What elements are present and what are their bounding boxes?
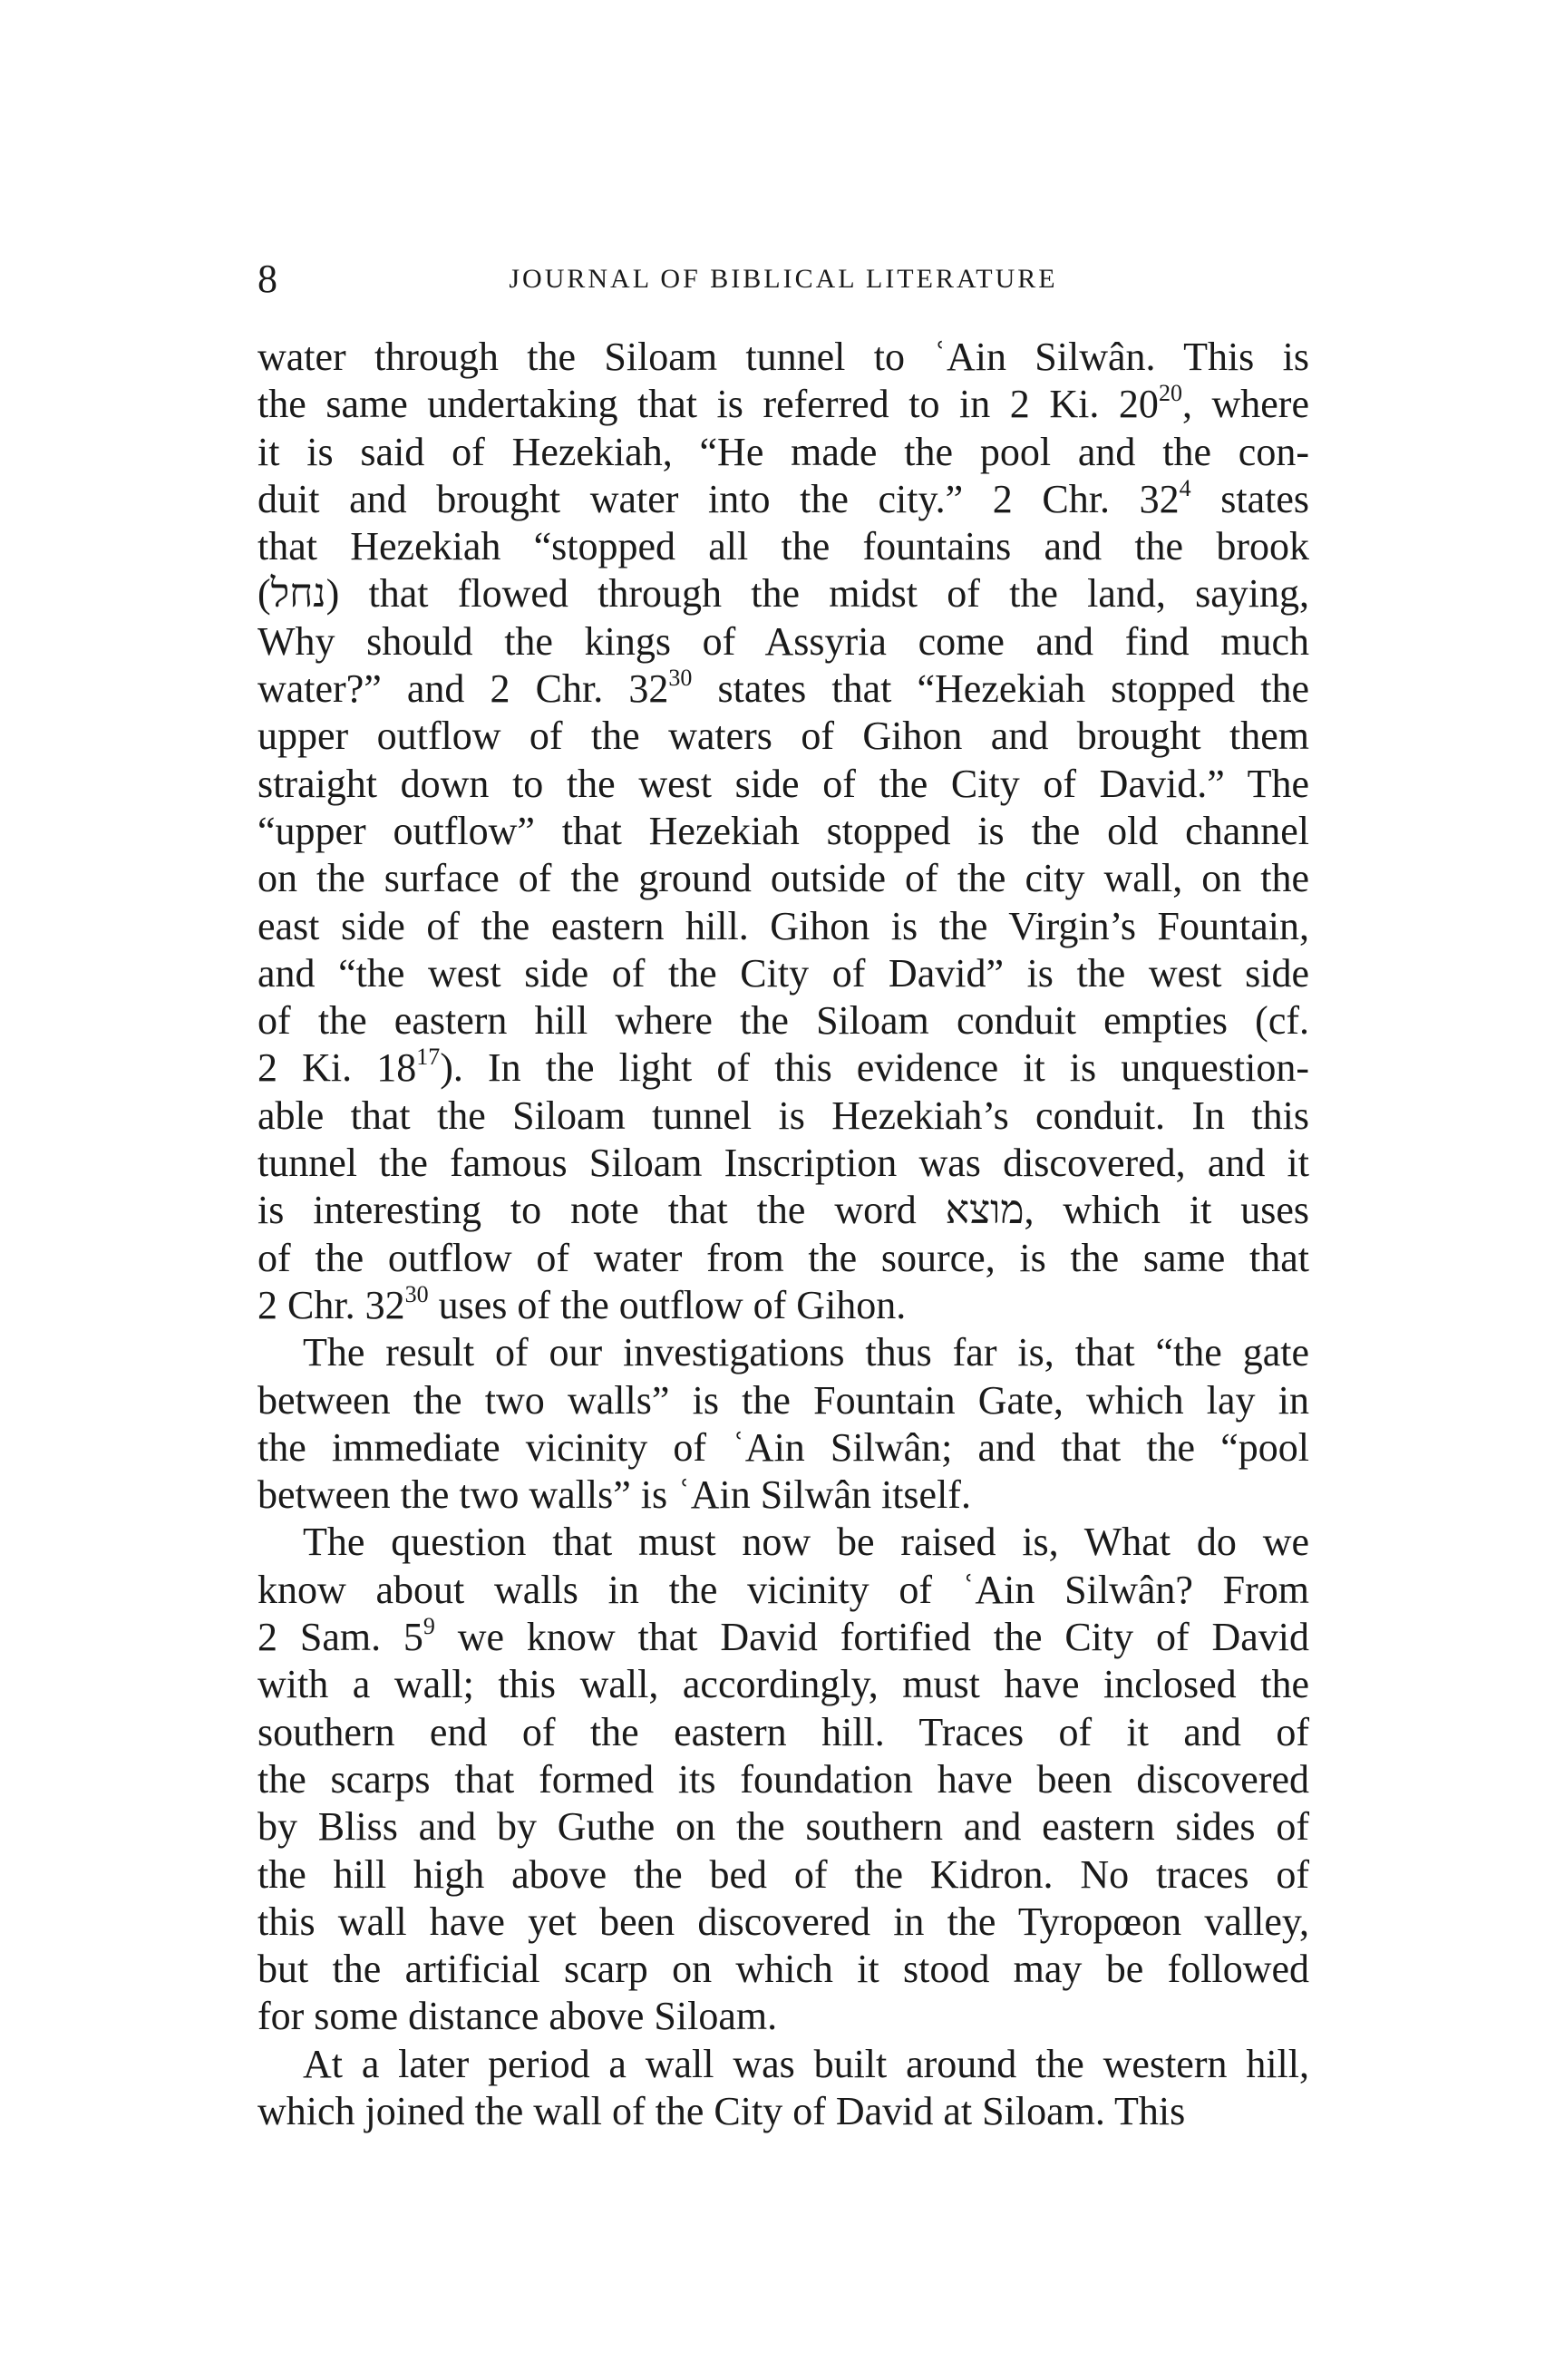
- text-line: able that the Siloam tunnel is Hezekiah’s conduit. In this: [257, 1093, 1309, 1138]
- text-line: straight down to the west side of the City of David.” The: [257, 761, 1309, 806]
- text-line: “upper outflow” that Hezekiah stopped is the old channel: [257, 808, 1309, 853]
- verse-superscript: 30: [404, 1280, 429, 1307]
- text-line: it is said of Hezekiah, “He made the pool and the con-: [257, 429, 1309, 474]
- text-line: is interesting to note that the word מוצא, which it uses: [257, 1188, 1309, 1233]
- paragraph: [257, 2041, 1309, 2136]
- text-line: the same undertaking that is referred to in 2 Ki. $20^{20}$, where: [257, 380, 1309, 427]
- text-line: 2 Sam. $5^9$ we know that David fortified the City of David: [257, 1613, 1309, 1660]
- text-line: the scarps that formed its foundation have been discovered: [257, 1756, 1309, 1802]
- text-line: of the eastern hill where the Siloam conduit empties (cf.: [257, 998, 1309, 1044]
- text-line: duit and brought water into the city.” 2 Chr. $32^4$ states: [257, 474, 1309, 521]
- text-line: At a later period a wall was built around the western hill,: [303, 2041, 1309, 2086]
- text-line: water through the Siloam tunnel to ʿAin Silwân. This is: [257, 335, 1309, 379]
- text-line: on the surface of the ground outside of the city wall, on the: [257, 856, 1309, 901]
- paragraph: [257, 1329, 1309, 1519]
- body-text: [257, 334, 1309, 2135]
- text-line: for some distance above Siloam.: [257, 1994, 778, 2039]
- text-line: southern end of the eastern hill. Traces of it and of: [257, 1709, 1309, 1754]
- text-line: (נחל) that flowed through the midst of the land, saying,: [257, 571, 1309, 617]
- text-line: 2 Ki. $18^{17}$). In the light of this evidence it is unquestion-: [257, 1044, 1310, 1091]
- text-line: between the two walls” is ʿAin Silwân itself.: [257, 1472, 971, 1518]
- text-line: upper outflow of the waters of Gihon and brought them: [257, 714, 1309, 759]
- text-line: the immediate vicinity of ʿAin Silwân; and that the “pool: [257, 1424, 1309, 1470]
- paragraph: [257, 1519, 1309, 2040]
- verse-superscript: 17: [416, 1044, 441, 1071]
- verse-superscript: 4: [1179, 474, 1191, 501]
- text-line: this wall have yet been discovered in the Tyropœon valley,: [257, 1899, 1309, 1944]
- text-line: which joined the wall of the City of David at Siloam. This: [257, 2088, 1186, 2133]
- text-line: 2 Chr. $32^{30}$ uses of the outflow of Gihon.: [257, 1280, 907, 1327]
- text-line: east side of the eastern hill. Gihon is the Virgin’s Fountain,: [257, 903, 1309, 948]
- text-line: tunnel the famous Siloam Inscription was discovered, and it: [257, 1141, 1309, 1186]
- text-line: with a wall; this wall, accordingly, must have inclosed the: [257, 1662, 1309, 1707]
- text-line: Why should the kings of Assyria come and find much: [257, 618, 1309, 664]
- text-line: between the two walls” is the Fountain Gate, which lay in: [257, 1377, 1309, 1423]
- text-line: water?” and 2 Chr. $32^{30}$ states that “Hezekiah stopped the: [257, 665, 1310, 712]
- text-line: by Bliss and by Guthe on the southern and eastern sides of: [257, 1804, 1309, 1850]
- text-line: the hill high above the bed of the Kidron. No traces of: [257, 1851, 1309, 1897]
- verse-superscript: 30: [668, 665, 693, 692]
- text-line: The result of our investigations thus far is, that “the gate: [303, 1330, 1309, 1375]
- running-head: JOURNAL OF BIBLICAL LITERATURE: [509, 264, 1058, 294]
- text-line: of the outflow of water from the source, is the same that: [257, 1235, 1309, 1280]
- verse-superscript: 9: [423, 1613, 435, 1640]
- paragraph: [257, 334, 1309, 1329]
- page-number: 8: [257, 257, 277, 301]
- text-line: but the artificial scarp on which it stood may be followed: [257, 1947, 1309, 1992]
- text-line: and “the west side of the City of David” is the west side: [257, 950, 1309, 996]
- verse-superscript: 20: [1158, 380, 1182, 407]
- text-line: that Hezekiah “stopped all the fountains and the brook: [257, 524, 1309, 569]
- text-line: The question that must now be raised is, What do we: [303, 1520, 1309, 1565]
- page-header: [257, 252, 1309, 306]
- text-line: know about walls in the vicinity of ʿAin Silwân? From: [257, 1567, 1309, 1612]
